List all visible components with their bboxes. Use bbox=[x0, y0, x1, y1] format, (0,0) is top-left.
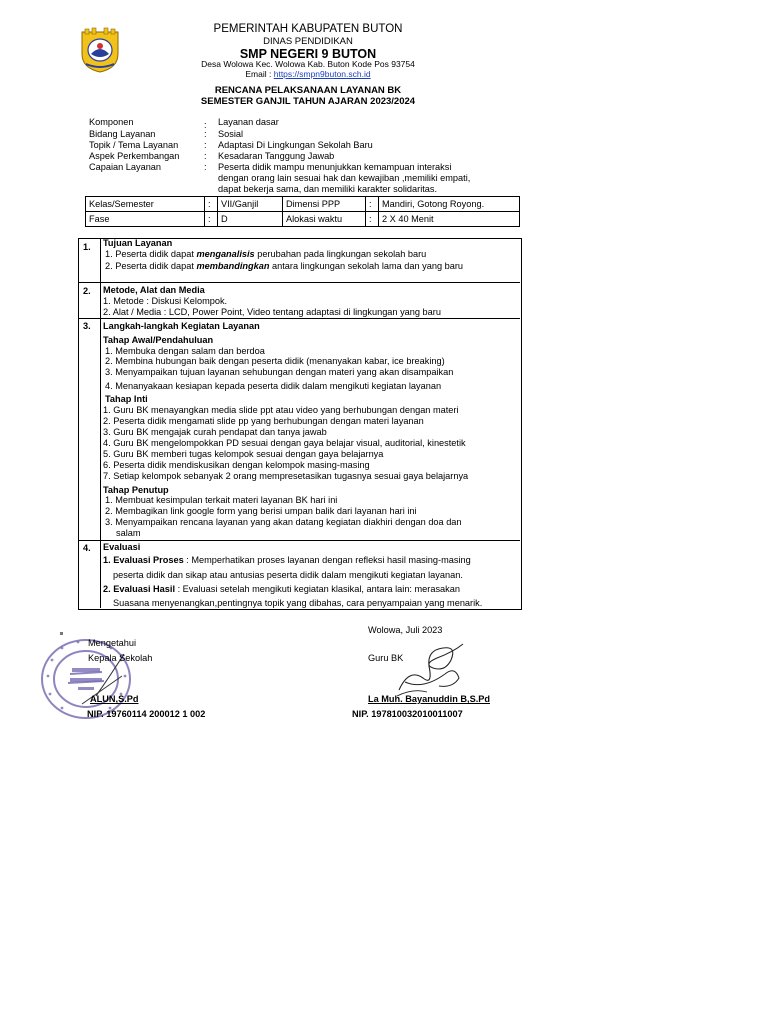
list-item-continuation: Suasana menyenangkan,pentingnya topik yang dibahas, cara penyampaian yang menarik. bbox=[113, 598, 483, 608]
section-title-langkah: Langkah-langkah Kegiatan Layanan bbox=[103, 321, 260, 331]
info-label-topik: Topik / Tema Layanan bbox=[89, 140, 179, 150]
section-title-metode: Metode, Alat dan Media bbox=[103, 285, 205, 295]
right-signatory-nip: NIP. 197810032010011007 bbox=[352, 709, 463, 719]
left-sign-line2: Kepala Sekolah bbox=[88, 653, 153, 663]
list-item: 7. Setiap kelompok sebanyak 2 orang mempresetasikan tugasnya sesuai gaya belajarnya bbox=[103, 471, 469, 481]
info-colon: : bbox=[204, 140, 207, 150]
header-address: Desa Wolowa Kec. Wolowa Kab. Buton Kode Pos 93754 bbox=[201, 59, 415, 69]
list-item: 1. Membuka dengan salam dan berdoa bbox=[105, 346, 265, 356]
eval-text: : Memperhatikan proses layanan dengan refleksi hasil masing-masing bbox=[183, 555, 471, 565]
table-cell: D bbox=[218, 212, 283, 227]
subsection-title-awal: Tahap Awal/Pendahuluan bbox=[103, 335, 214, 345]
list-item: 2. Peserta didik mengamati slide pp yang berhubungan dengan materi layanan bbox=[103, 416, 424, 426]
left-signatory-nip: NIP. 19760114 200012 1 002 bbox=[87, 709, 206, 719]
section-number: 4. bbox=[83, 543, 91, 553]
section-divider bbox=[78, 318, 520, 319]
right-signatory-name: La Muh. Bayanuddin B,S.Pd bbox=[368, 694, 490, 704]
table-row bbox=[86, 212, 520, 227]
mark-dot bbox=[60, 632, 63, 635]
info-label-capaian: Capaian Layanan bbox=[89, 162, 162, 172]
section-number: 1. bbox=[83, 242, 91, 252]
table-cell: : bbox=[205, 197, 218, 212]
item-text: 1. Peserta didik dapat bbox=[105, 249, 197, 259]
list-item bbox=[105, 261, 463, 272]
info-value-capaian: Peserta didik mampu menunjukkan kemampuan interaksi bbox=[218, 162, 452, 172]
section-title-tujuan: Tujuan Layanan bbox=[103, 238, 173, 248]
table-cell: : bbox=[366, 212, 379, 227]
list-item-continuation: salam bbox=[116, 528, 141, 538]
item-text: antara lingkungan sekolah lama dan yang baru bbox=[269, 261, 464, 271]
list-item: 2. Membina hubungan baik dengan peserta didik (menanyakan kabar, ice breaking) bbox=[105, 356, 445, 366]
section-number: 2. bbox=[83, 286, 91, 296]
table-cell: : bbox=[205, 212, 218, 227]
email-link[interactable]: https://smpn9buton.sch.id bbox=[273, 69, 371, 79]
info-label-aspek: Aspek Perkembangan bbox=[89, 151, 180, 161]
info-value-topik: Adaptasi Di Lingkungan Sekolah Baru bbox=[218, 140, 373, 150]
info-colon: : bbox=[204, 129, 207, 139]
table-cell: Mandiri, Gotong Royong. bbox=[379, 197, 520, 212]
info-value-capaian-line2: dengan orang lain sesuai hak dan kewajiban ,memiliki empati, bbox=[218, 173, 471, 183]
list-item: 6. Peserta didik mendiskusikan dengan kelompok masing-masing bbox=[103, 460, 370, 470]
list-item bbox=[105, 249, 426, 260]
list-item: 2. Membagikan link google form yang berisi umpan balik dari layanan hari ini bbox=[105, 506, 417, 516]
subsection-title-inti: Tahap Inti bbox=[105, 394, 148, 404]
info-label-komponen: Komponen bbox=[89, 117, 134, 127]
list-item: 3. Guru BK mengajak curah pendapat dan tanya jawab bbox=[103, 427, 327, 437]
list-item: 1. Membuat kesimpulan terkait materi layanan BK hari ini bbox=[105, 495, 338, 505]
table-cell: Alokasi waktu bbox=[283, 212, 366, 227]
info-value-aspek: Kesadaran Tanggung Jawab bbox=[218, 151, 335, 161]
doc-subtitle: SEMESTER GANJIL TAHUN AJARAN 2023/2024 bbox=[200, 96, 416, 107]
info-label-bidang: Bidang Layanan bbox=[89, 129, 156, 139]
section-title-evaluasi: Evaluasi bbox=[103, 542, 141, 552]
table-row bbox=[86, 197, 520, 212]
info-colon: : bbox=[204, 162, 207, 172]
list-item: 4. Menanyakaan kesiapan kepada peserta didik dalam mengikuti kegiatan layanan bbox=[105, 381, 442, 391]
item-emphasis: menganalisis bbox=[196, 249, 255, 259]
eval-label: 2. Evaluasi Hasil bbox=[103, 584, 176, 594]
left-sign-line1: Mengetahui bbox=[88, 638, 137, 648]
list-item bbox=[103, 555, 471, 566]
doc-title: RENCANA PELAKSANAAN LAYANAN BK bbox=[214, 85, 402, 96]
place-date: Wolowa, Juli 2023 bbox=[368, 625, 443, 635]
item-emphasis: membandingkan bbox=[196, 261, 270, 271]
item-text: 2. Peserta didik dapat bbox=[105, 261, 197, 271]
eval-label: 1. Evaluasi Proses bbox=[103, 555, 184, 565]
number-column-divider bbox=[100, 238, 101, 608]
list-item: 2. Alat / Media : LCD, Power Point, Video tentang adaptasi di lingkungan yang baru bbox=[103, 307, 441, 317]
school-logo bbox=[76, 26, 124, 74]
table-cell: Kelas/Semester bbox=[86, 197, 205, 212]
list-item bbox=[103, 584, 460, 595]
table-cell: Dimensi PPP bbox=[283, 197, 366, 212]
info-value-komponen: Layanan dasar bbox=[218, 117, 279, 127]
signature-icon bbox=[393, 638, 469, 700]
header-department: DINAS PENDIDIKAN bbox=[263, 36, 353, 47]
list-item: 4. Guru BK mengelompokkan PD sesuai dengan gaya belajar visual, auditorial, kinestetik bbox=[103, 438, 466, 448]
table-cell: Fase bbox=[86, 212, 205, 227]
info-colon: : bbox=[204, 120, 207, 130]
email-label: Email : bbox=[245, 69, 274, 79]
list-item: 1. Guru BK menayangkan media slide ppt atau video yang berhubungan dengan materi bbox=[103, 405, 459, 415]
eval-text: : Evaluasi setelah mengikuti kegiatan klasikal, antara lain: merasakan bbox=[175, 584, 460, 594]
list-item: 3. Menyampaikan tujuan layanan sehubungan dengan materi yang akan disampaikan bbox=[105, 367, 454, 377]
info-value-bidang: Sosial bbox=[218, 129, 244, 139]
section-divider bbox=[78, 540, 520, 541]
table-cell: 2 X 40 Menit bbox=[379, 212, 520, 227]
section-number: 3. bbox=[83, 321, 91, 331]
list-item: 3. Menyampaikan rencana layanan yang akan datang kegiatan diakhiri dengan doa dan bbox=[105, 517, 462, 527]
list-item: 1. Metode : Diskusi Kelompok. bbox=[103, 296, 228, 306]
right-sign-line1: Guru BK bbox=[368, 653, 404, 663]
header-email-line bbox=[150, 70, 466, 80]
subsection-title-penutup: Tahap Penutup bbox=[103, 485, 169, 495]
list-item: 5. Guru BK memberi tugas kelompok sesuai dengan gaya belajarnya bbox=[103, 449, 384, 459]
table-cell: VII/Ganjil bbox=[218, 197, 283, 212]
list-item-continuation: peserta didik dan sikap atau antusias peserta didik dalam mengikuti kegiatan layanan. bbox=[113, 570, 463, 580]
left-signatory-name: ALUN,S.Pd bbox=[90, 694, 139, 704]
item-text: perubahan pada lingkungan sekolah baru bbox=[254, 249, 427, 259]
section-divider bbox=[78, 282, 520, 283]
header-school-name: SMP NEGERI 9 BUTON bbox=[239, 47, 377, 61]
header-government: PEMERINTAH KABUPATEN BUTON bbox=[213, 23, 403, 35]
info-value-capaian-line3: dapat bekerja sama, dan memiliki karakter solidaritas. bbox=[218, 184, 438, 194]
table-cell: : bbox=[366, 197, 379, 212]
info-colon: : bbox=[204, 151, 207, 161]
kelas-table bbox=[85, 196, 520, 227]
